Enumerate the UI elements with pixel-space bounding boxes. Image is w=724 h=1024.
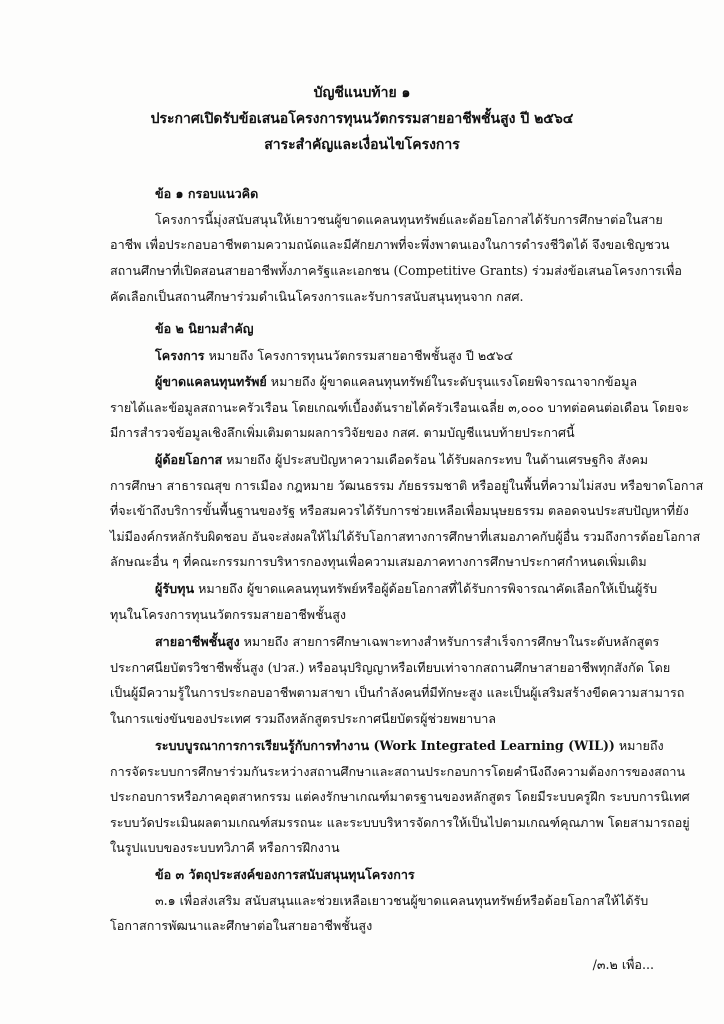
definition-line: รายได้และข้อมูลสถานะครัวเรือน โดยเกณฑ์เบื้องต้นรายได้ครัวเรือนเฉลี่ย ๓,๐๐๐ บาทต่อคนต่อเดือน โดยจะ: [110, 400, 689, 415]
definition-line: ประกอบการหรือภาคอุตสาหกรรม แต่คงรักษาเกณฑ์มาตรฐานของหลักสูตร โดยมีระบบครูฝึก ระบบการนิเทศ: [110, 789, 690, 804]
definition-text: หมายถึง: [614, 738, 664, 753]
definition-line: ระบบวัดประเมินผลตามเกณฑ์สมรรถนะ และระบบบริหารจัดการให้เป็นไปตามเกณฑ์คุณภาพ โดยสามารถอยู่: [110, 815, 690, 830]
section-3-heading: ข้อ ๓ วัตถุประสงค์ของการสนับสนุนทุนโครงการ: [155, 867, 415, 882]
definition-term: สายอาชีพชั้นสูง: [155, 634, 240, 649]
definition-text: หมายถึง สายการศึกษาเฉพาะทางสำหรับการสำเร็จการศึกษาในระดับหลักสูตร: [239, 634, 660, 649]
definition-line: ไม่มีองค์กรหลักรับผิดชอบ อันจะส่งผลให้ไม่ได้รับโอกาสทางการศึกษาที่เสมอภาคกับผู้อื่น รวมถึงการด้อยโอกาส: [110, 529, 701, 544]
definition-line: ลักษณะอื่น ๆ ที่คณะกรรมการบริหารกองทุนเพื่อความเสมอภาคทางการศึกษาประกาศกำหนดเพิ่มเติม: [110, 554, 647, 569]
definition-line: มีการสำรวจข้อมูลเชิงลึกเพิ่มเติมตามผลการวิจัยของ กสศ. ตามบัญชีแนบท้ายประกาศนี้: [110, 425, 575, 440]
continuation-note: /๓.๒ เพื่อ...: [592, 957, 654, 972]
definition-term: ผู้ด้อยโอกาส: [155, 452, 223, 467]
section-1-line: สถานศึกษาที่เปิดสอนสายอาชีพทั้งภาครัฐและเอกชน (Competitive Grants) ร่วมส่งข้อเสนอโครงการเพื่อ: [110, 263, 682, 278]
definition-text: หมายถึง ผู้ขาดแคลนทุนทรัพย์ในระดับรุนแรงโดยพิจารณาจากข้อมูล: [266, 374, 638, 389]
section-2-heading: ข้อ ๒ นิยามสำคัญ: [155, 321, 254, 336]
objective-line: ๓.๑ เพื่อส่งเสริม สนับสนุนและช่วยเหลือเยาวชนผู้ขาดแคลนทุนทรัพย์หรือด้อยโอกาสให้ได้รับ: [155, 893, 649, 908]
definition-line: การจัดระบบการศึกษาร่วมกันระหว่างสถานศึกษาและสถานประกอบการโดยคำนึงถึงความต้องการของสถาน: [110, 764, 686, 779]
definition-wil: [0, 737, 724, 754]
definition-text: หมายถึง ผู้ขาดแคลนทุนทรัพย์หรือผู้ด้อยโอกาสที่ได้รับการพิจารณาคัดเลือกให้เป็นผู้รับ: [194, 581, 658, 596]
definition-line: เป็นผู้มีความรู้ในการประกอบอาชีพตามสาขา เป็นกำลังคนที่มีทักษะสูง และเป็นผู้เสริมสร้างขีดความสามารถ: [110, 685, 685, 700]
definition-term: โครงการ: [155, 348, 205, 363]
definition-term: ผู้ขาดแคลนทุนทรัพย์: [155, 374, 267, 389]
definition-line: ในการแข่งขันของประเทศ รวมถึงหลักสูตรประกาศนียบัตรผู้ช่วยพยาบาล: [110, 711, 496, 726]
definition-line: ที่จะเข้าถึงบริการขั้นพื้นฐานของรัฐ หรือสมควรได้รับการช่วยเหลือเพื่อมนุษยธรรม ตลอดจนประสบปัญหาที่ยัง: [110, 503, 689, 518]
definition-grantee: [0, 580, 724, 597]
definition-line: ทุนในโครงการทุนนวัตกรรมสายอาชีพชั้นสูง: [110, 607, 347, 622]
definition-term: ระบบบูรณาการการเรียนรู้กับการทำงาน (Work Integrated Learning (WIL)): [155, 738, 615, 753]
definition-text: หมายถึง โครงการทุนนวัตกรรมสายอาชีพชั้นสูง ปี ๒๕๖๔: [204, 348, 514, 363]
definition-term: ผู้รับทุน: [155, 581, 195, 596]
definition-line: ในรูปแบบของระบบทวิภาคี หรือการฝึกงาน: [110, 840, 340, 855]
appendix-title: บัญชีแนบท้าย ๑: [313, 85, 411, 101]
definition-project: [0, 347, 724, 364]
announcement-title: ประกาศเปิดรับข้อเสนอโครงการทุนนวัตกรรมสายอาชีพชั้นสูง ปี ๒๕๖๔: [150, 111, 574, 127]
definition-higher-vocational: [0, 633, 724, 650]
definition-line: ประกาศนียบัตรวิชาชีพชั้นสูง (ปวส.) หรืออนุปริญญาหรือเทียบเท่าจากสถานศึกษาสายอาชีพทุกสังกัด โดย: [110, 660, 671, 675]
section-1-heading: ข้อ ๑ กรอบแนวคิด: [155, 186, 259, 201]
section-1-line: คัดเลือกเป็นสถานศึกษาร่วมดำเนินโครงการและรับการสนับสนุนทุนจาก กสศ.: [110, 289, 524, 304]
definition-line: การศึกษา สาธารณสุข การเมือง กฎหมาย วัฒนธรรม ภัยธรรมชาติ หรืออยู่ในพื้นที่ความไม่สงบ หรือขาดโอกาส: [110, 478, 704, 493]
document-subtitle: สาระสำคัญและเงื่อนไขโครงการ: [264, 137, 460, 153]
section-1-line: โครงการนี้มุ่งสนับสนุนให้เยาวชนผู้ขาดแคลนทุนทรัพย์และด้อยโอกาสได้รับการศึกษาต่อในสาย: [155, 212, 663, 227]
definition-disadvantaged: [0, 451, 724, 468]
definition-underprivileged: [0, 373, 724, 390]
objective-line: โอกาสการพัฒนาและศึกษาต่อในสายอาชีพชั้นสูง: [110, 918, 373, 933]
definition-text: หมายถึง ผู้ประสบปัญหาความเดือดร้อน ได้รับผลกระทบ ในด้านเศรษฐกิจ สังคม: [222, 452, 649, 467]
section-1-line: อาชีพ เพื่อประกอบอาชีพตามความถนัดและมีศักยภาพที่จะพึ่งพาตนเองในการดำรงชีวิตได้ จึงขอเชิญชวน: [110, 237, 670, 252]
